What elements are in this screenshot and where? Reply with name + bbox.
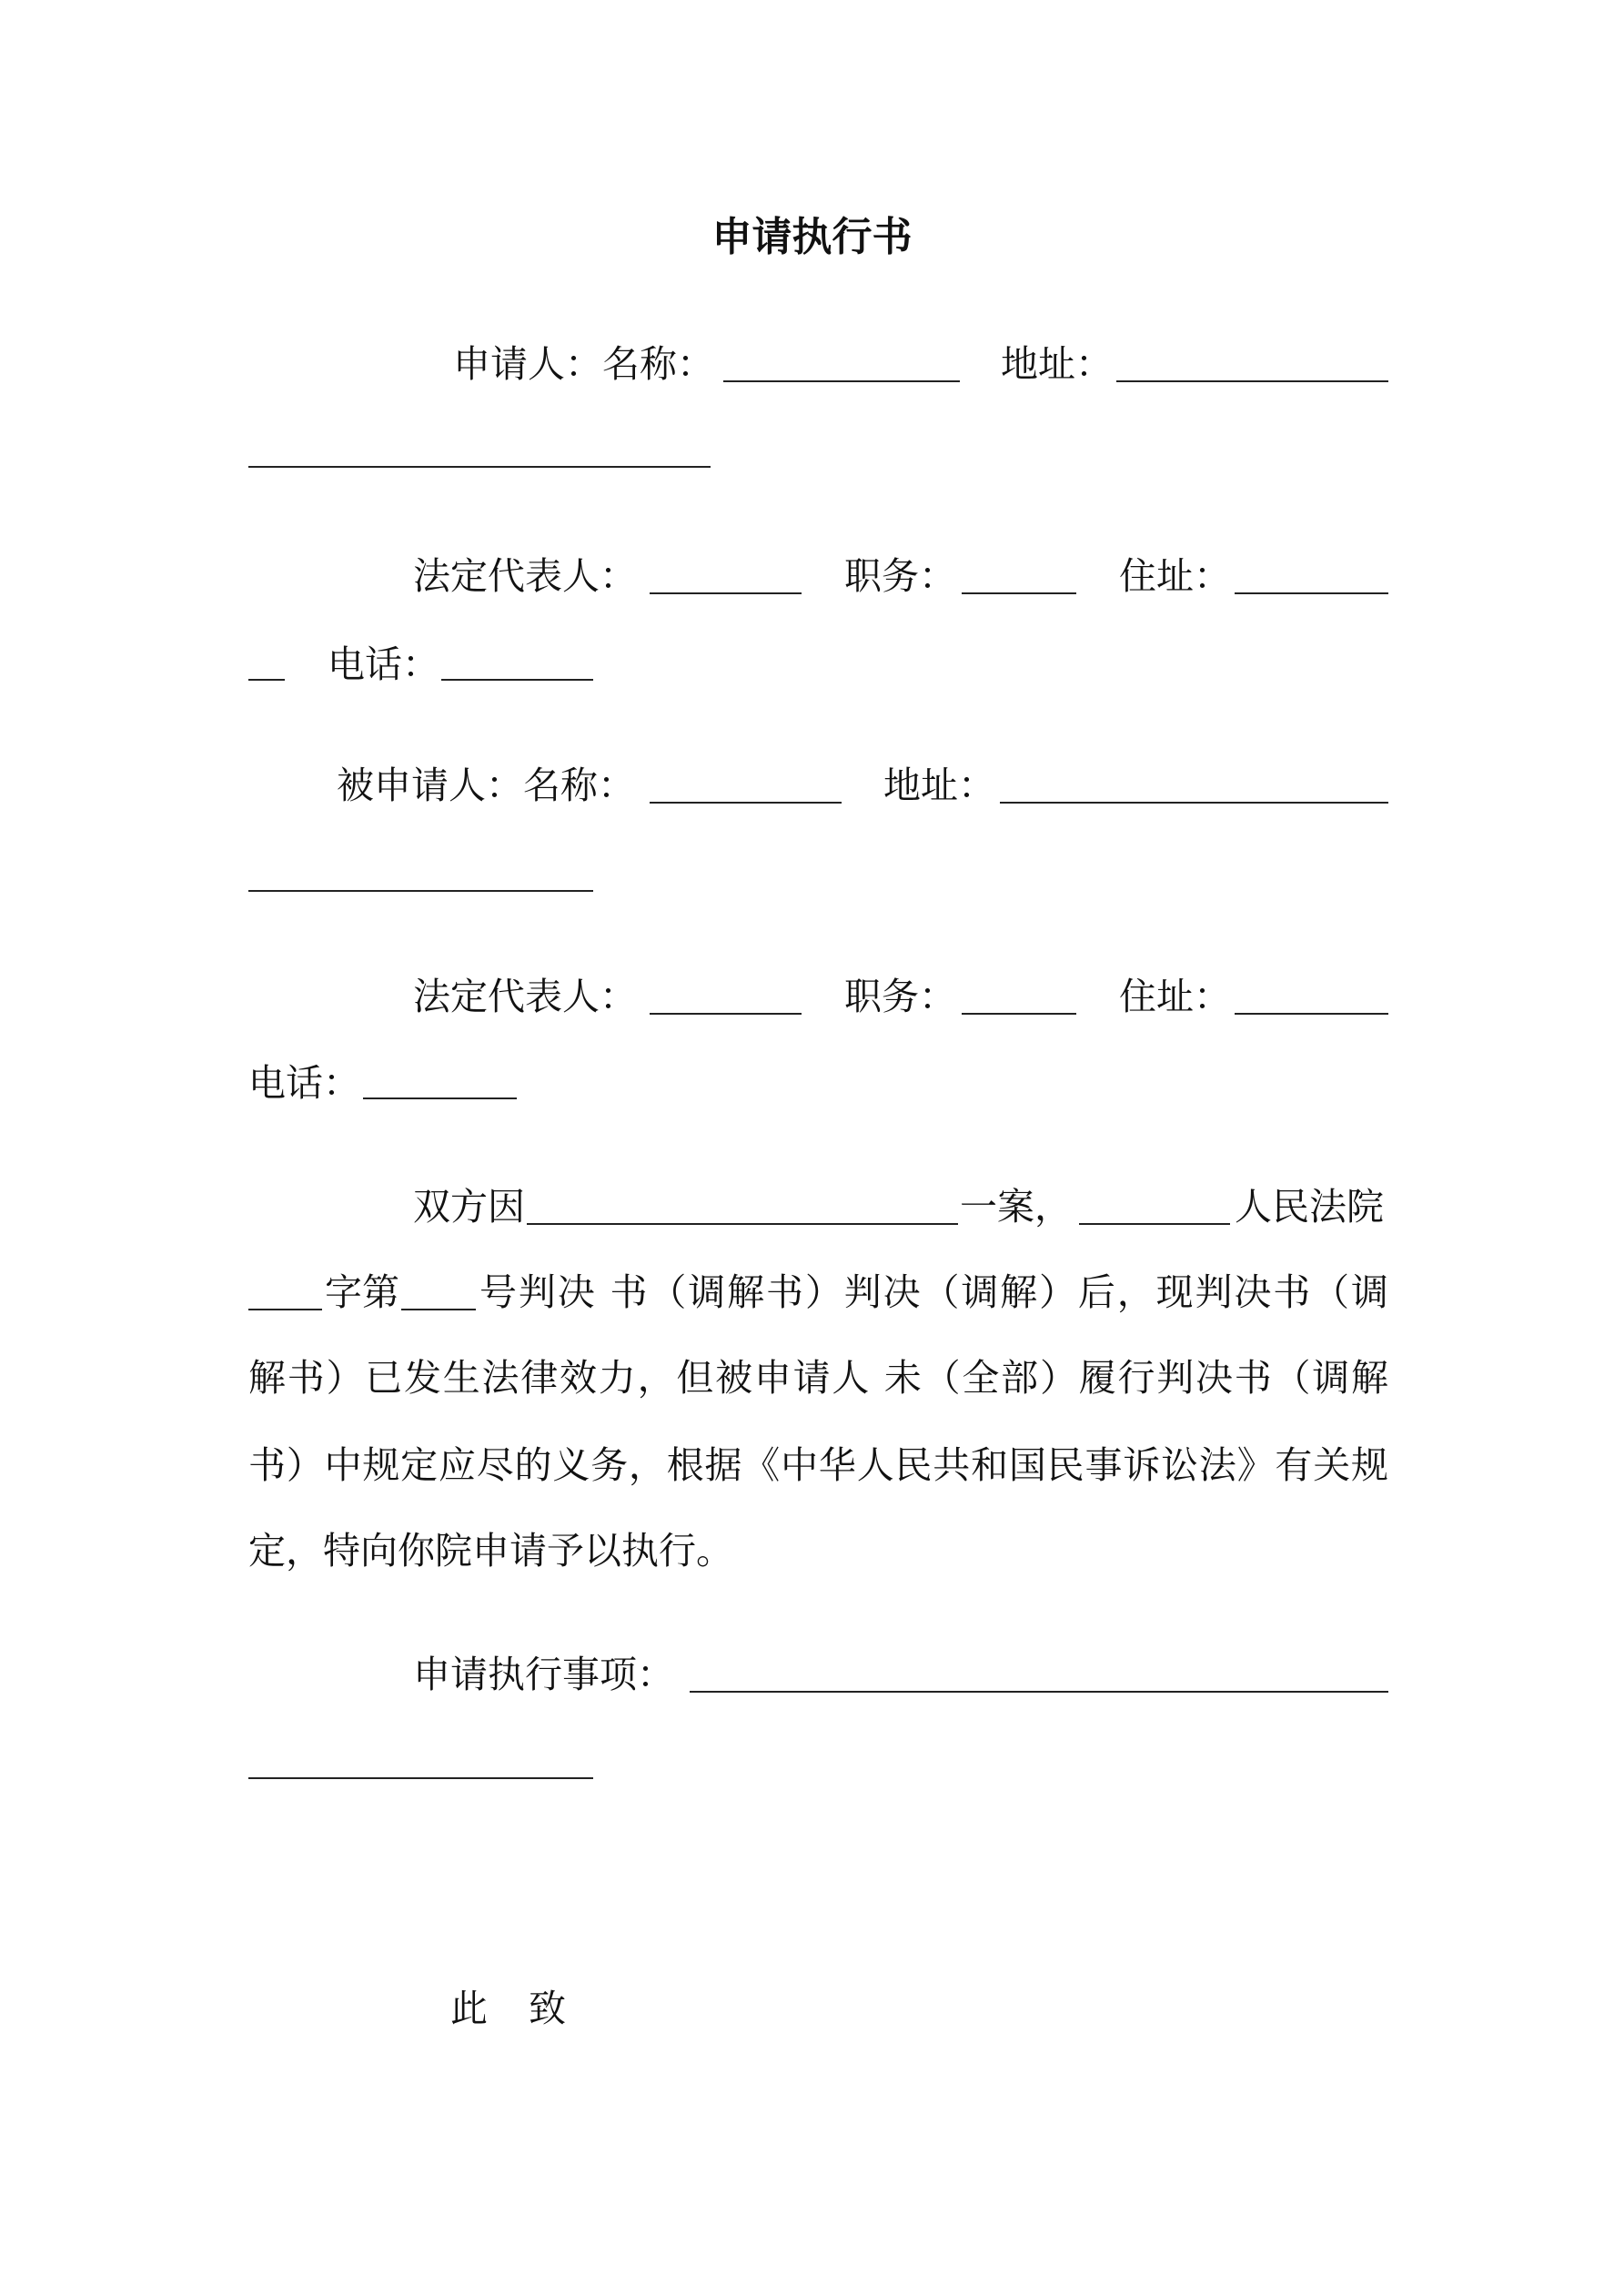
matters-blank-cont[interactable] (248, 1777, 593, 1779)
case-text: 一案， (960, 1185, 1072, 1229)
body-line-2: 号判决 书（调解书）判决（调解）后，现判决书（调 (479, 1270, 1388, 1314)
case-cause-blank[interactable] (527, 1223, 958, 1225)
respondent-phone-blank[interactable] (363, 1097, 517, 1099)
closing-zhi: 致 (529, 1987, 566, 2030)
respondent-position-label: 职务： (844, 975, 956, 1018)
applicant-address-blank[interactable] (1116, 380, 1388, 382)
applicant-address-label: 地址： (1001, 342, 1113, 386)
applicant-phone-blank[interactable] (441, 679, 593, 681)
respondent-rep-label: 法定代表人： (413, 975, 637, 1018)
case-zi-text: 字第 (325, 1270, 399, 1314)
respondent-address-label: 地址： (883, 764, 995, 807)
applicant-name-label: 申请人：名称： (453, 342, 714, 386)
respondent-address-blank[interactable] (1000, 802, 1388, 804)
closing-ci: 此 (450, 1987, 488, 2030)
respondent-name-blank[interactable] (650, 802, 842, 804)
case-number-blank[interactable] (401, 1309, 476, 1310)
respondent-name-label: 被申请人：名称： (337, 764, 635, 807)
body-line-5: 定，特向你院申请予以执行。 (248, 1529, 733, 1573)
respondent-rep-blank[interactable] (650, 1013, 802, 1015)
applicant-phone-label: 电话： (328, 642, 439, 686)
applicant-residence-blank-cont[interactable] (248, 679, 285, 681)
applicant-position-blank[interactable] (962, 592, 1076, 594)
applicant-rep-label: 法定代表人： (413, 554, 637, 598)
respondent-residence-label: 住址： (1119, 975, 1231, 1018)
matters-blank[interactable] (690, 1691, 1388, 1693)
matters-label: 申请执行事项： (413, 1653, 674, 1696)
respondent-position-blank[interactable] (962, 1013, 1076, 1015)
applicant-residence-label: 住址： (1119, 554, 1231, 598)
respondent-phone-label: 电话： (248, 1061, 360, 1105)
case-intro: 双方因 (413, 1185, 525, 1229)
applicant-address-blank-cont[interactable] (248, 466, 711, 468)
court-name-blank[interactable] (1079, 1223, 1230, 1225)
applicant-residence-blank[interactable] (1235, 592, 1388, 594)
respondent-residence-blank[interactable] (1235, 1013, 1388, 1015)
court-text: 人民法院 (1235, 1185, 1384, 1229)
case-zi-blank[interactable] (248, 1309, 322, 1310)
respondent-address-blank-cont[interactable] (248, 890, 593, 892)
applicant-rep-blank[interactable] (650, 592, 802, 594)
applicant-name-blank[interactable] (723, 380, 960, 382)
body-line-3: 解书）已发生法律效力，但被申请人 未（全部）履行判决书（调解 (248, 1356, 1388, 1400)
document-title: 申请执行书 (711, 214, 913, 260)
body-line-4: 书）中规定应尽的义务，根据《中华人民共和国民事诉讼法》有关规 (248, 1443, 1388, 1487)
applicant-position-label: 职务： (844, 554, 956, 598)
